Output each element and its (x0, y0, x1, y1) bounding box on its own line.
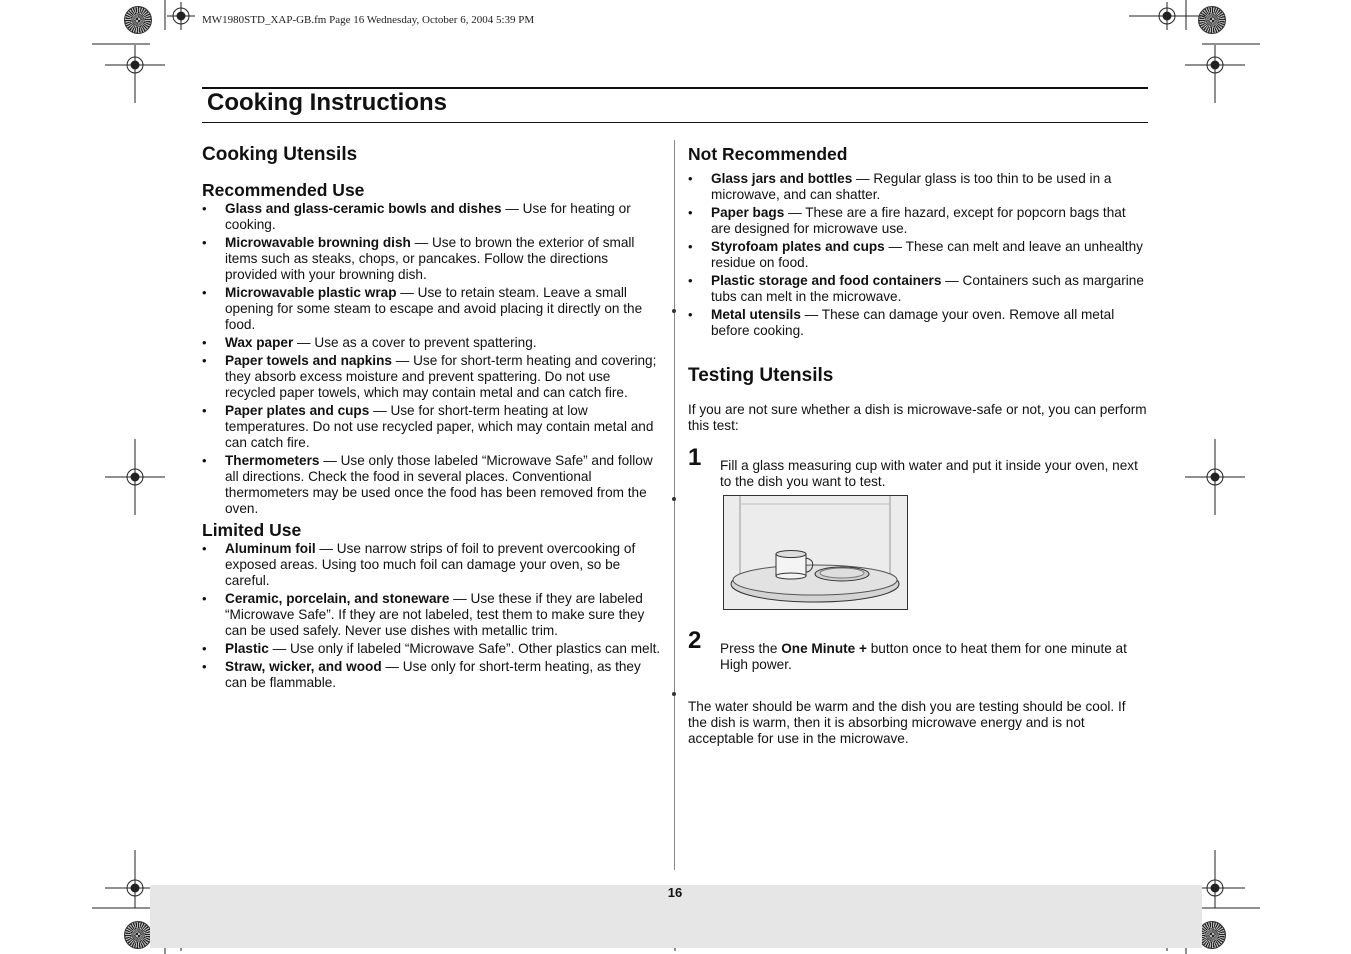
list-item: • Thermometers — Use only those labeled “Microwave Safe” and follow all directions. Check the food in several places. Conventional thermometers may be used once the food has been removed from the oven. (202, 453, 662, 517)
list-item: • Glass and glass-ceramic bowls and dishes — Use for heating or cooking. (202, 201, 662, 233)
list-item: • Aluminum foil — Use narrow strips of foil to prevent overcooking of exposed areas. Using too much foil can damage your oven, so be careful. (202, 541, 662, 589)
section-title-testing-utensils: Testing Utensils (688, 365, 834, 386)
recommended-list (202, 201, 662, 517)
testing-intro: If you are not sure whether a dish is microwave-safe or not, you can perform this test: (688, 402, 1147, 433)
step-text: Press the One Minute + button once to heat them for one minute at High power. (720, 641, 1127, 672)
limited-list (202, 541, 662, 691)
cup-and-dish-illustration (724, 496, 907, 609)
step-2 (688, 627, 1148, 673)
color-rosette-icon (124, 6, 152, 34)
color-rosette-icon (1198, 6, 1226, 34)
list-item: • Metal utensils — These can damage your oven. Remove all metal before cooking. (688, 307, 1148, 339)
list-item: • Paper bags — These are a fire hazard, except for popcorn bags that are designed for microwave use. (688, 205, 1148, 237)
list-item: • Glass jars and bottles — Regular glass is too thin to be used in a microwave, and can shatter. (688, 171, 1148, 203)
file-header: MW1980STD_XAP-GB.fm Page 16 Wednesday, October 6, 2004 5:39 PM (202, 14, 535, 26)
column-divider (674, 140, 675, 870)
section-title-cooking-utensils: Cooking Utensils (202, 144, 358, 165)
testing-conclusion: The water should be warm and the dish you are testing should be cool. If the dish is warm, then it is absorbing microwave energy and is not acceptable for use in the microwave. (688, 699, 1126, 746)
margin-dot (672, 497, 676, 501)
page-number: 16 (667, 885, 683, 900)
color-rosette-icon (124, 921, 152, 949)
step-number: 1 (688, 444, 702, 471)
title-underline (202, 122, 1148, 123)
list-item: • Plastic storage and food containers — Containers such as margarine tubs can melt in the microwave. (688, 273, 1148, 305)
list-item: • Paper towels and napkins — Use for short-term heating and covering; they absorb excess moisture and prevent spattering. Do not use recycled paper towels, which may contain metal and can catch fire. (202, 353, 662, 401)
step-number: 2 (688, 627, 702, 654)
list-item: • Microwavable plastic wrap — Use to retain steam. Leave a small opening for some steam to escape and avoid placing it directly on the food. (202, 285, 662, 333)
left-column (202, 140, 662, 693)
microwave-test-illustration (723, 495, 908, 610)
list-item: • Styrofoam plates and cups — These can melt and leave an unhealthy residue on food. (688, 239, 1148, 271)
margin-dot (672, 309, 676, 313)
not-recommended-list (688, 171, 1148, 339)
list-item: • Plastic — Use only if labeled “Microwave Safe”. Other plastics can melt. (202, 641, 662, 657)
list-item: • Wax paper — Use as a cover to prevent spattering. (202, 335, 662, 351)
heading-limited-use: Limited Use (202, 520, 302, 540)
list-item: • Microwavable browning dish — Use to brown the exterior of small items such as steaks, chops, or pancakes. Follow the directions provided with your browning dish. (202, 235, 662, 283)
list-item: • Ceramic, porcelain, and stoneware — Use these if they are labeled “Microwave Safe”. If they are not labeled, test them to make sure they can be used safely. Never use dishes with metallic trim. (202, 591, 662, 639)
list-item: • Paper plates and cups — Use for short-term heating at low temperatures. Do not use recycled paper, which may contain metal and can catch fire. (202, 403, 662, 451)
margin-dot (672, 692, 676, 696)
color-rosette-icon (1198, 921, 1226, 949)
step-text: Fill a glass measuring cup with water and put it inside your oven, next to the dish you want to test. (720, 458, 1138, 489)
heading-recommended-use: Recommended Use (202, 180, 365, 200)
heading-not-recommended: Not Recommended (688, 144, 848, 164)
page-title: Cooking Instructions (207, 89, 447, 116)
right-column (688, 140, 1148, 747)
step-1 (688, 444, 1148, 490)
list-item: • Straw, wicker, and wood — Use only for short-term heating, as they can be flammable. (202, 659, 662, 691)
